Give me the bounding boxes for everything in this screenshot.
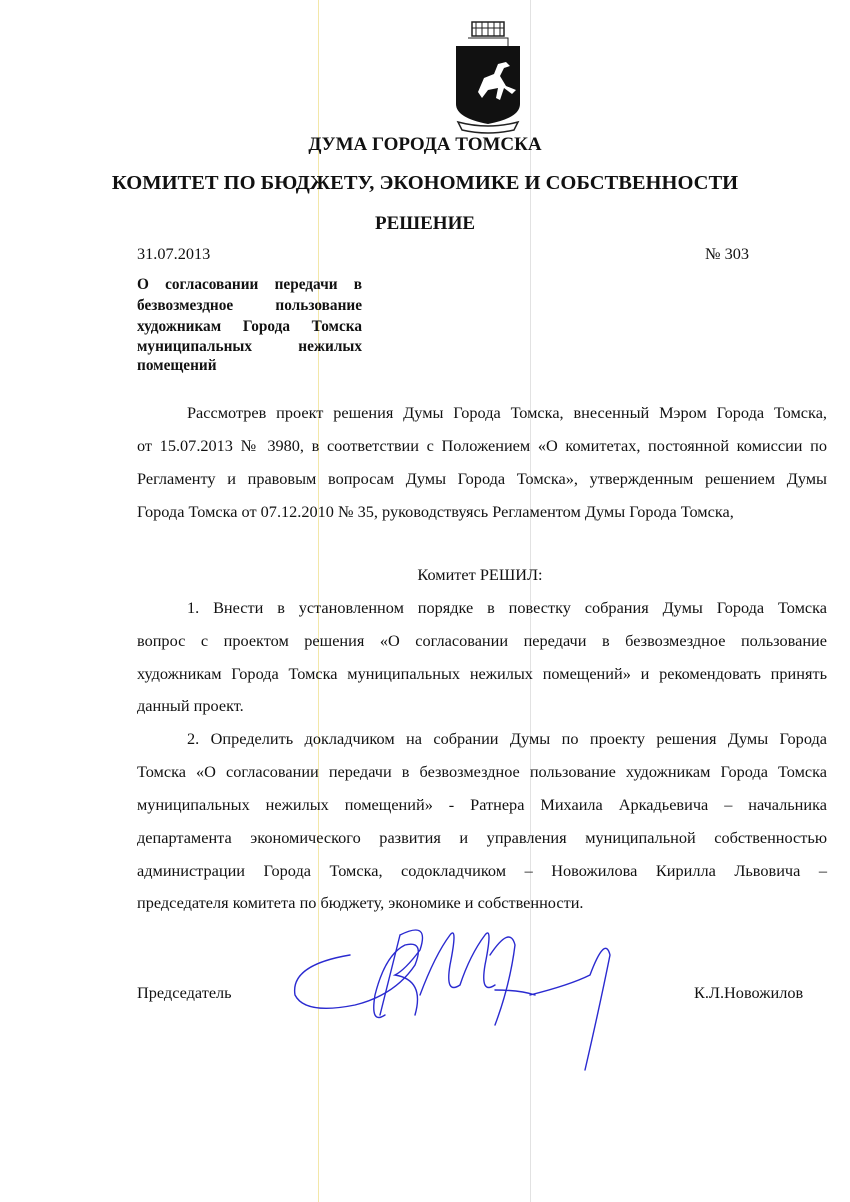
text-line: Города Томска от 07.12.2010 № 35, руководствуясь Регламентом Думы Города Томска, bbox=[137, 502, 734, 521]
text-line: департамента экономического развития и управления муниципальной собственностью bbox=[137, 828, 827, 847]
subject-line: О согласовании передачи в bbox=[137, 276, 362, 293]
text-line: председателя комитета по бюджету, экономике и собственности. bbox=[137, 893, 584, 912]
subject-line: художникам Города Томска bbox=[137, 318, 362, 335]
text-line: вопрос с проектом решения «О согласовании передачи в безвозмездное пользование bbox=[137, 631, 827, 650]
text-line: Рассмотрев проект решения Думы Города Томска, внесенный Мэром Города Томска, bbox=[187, 403, 827, 422]
text-line: от 15.07.2013 № 3980, в соответствии с Положением «О комитетах, постоянной комиссии по bbox=[137, 436, 827, 455]
handwritten-signature bbox=[290, 915, 650, 1085]
subject-line: безвозмездное пользование bbox=[137, 297, 362, 314]
document-type: РЕШЕНИЕ bbox=[374, 213, 476, 234]
text-line: художникам Города Томска муниципальных нежилых помещений» и рекомендовать принять bbox=[137, 664, 827, 683]
text-line: муниципальных нежилых помещений» - Ратнера Михаила Аркадьевича – начальника bbox=[137, 795, 827, 814]
text-line: 1. Внести в установленном порядке в повестку собрания Думы Города Томска bbox=[187, 598, 827, 617]
text-line: администрации Города Томска, содокладчиком – Новожилова Кирилла Львовича – bbox=[137, 861, 827, 880]
duma-title: ДУМА ГОРОДА ТОМСКА bbox=[308, 134, 542, 155]
text-line: Регламенту и правовым вопросам Думы Города Томска», утвержденным решением Думы bbox=[137, 469, 827, 488]
committee-title: КОМИТЕТ ПО БЮДЖЕТУ, ЭКОНОМИКЕ И СОБСТВЕННОСТИ bbox=[111, 172, 739, 194]
document-number: № 303 bbox=[705, 244, 750, 263]
document-date: 31.07.2013 bbox=[137, 244, 211, 263]
text-line: данный проект. bbox=[137, 696, 244, 715]
resolved-heading: Комитет РЕШИЛ: bbox=[417, 565, 543, 584]
text-line: Томска «О согласовании передачи в безвозмездное пользование художникам Города Томска bbox=[137, 762, 827, 781]
subject-line: помещений bbox=[137, 357, 217, 374]
text-line: 2. Определить докладчиком на собрании Думы по проекту решения Думы Города bbox=[187, 729, 827, 748]
coat-of-arms-icon bbox=[448, 20, 528, 138]
signatory-name: К.Л.Новожилов bbox=[694, 983, 804, 1002]
subject-line: муниципальных нежилых bbox=[137, 338, 362, 355]
signatory-role: Председатель bbox=[137, 983, 232, 1002]
